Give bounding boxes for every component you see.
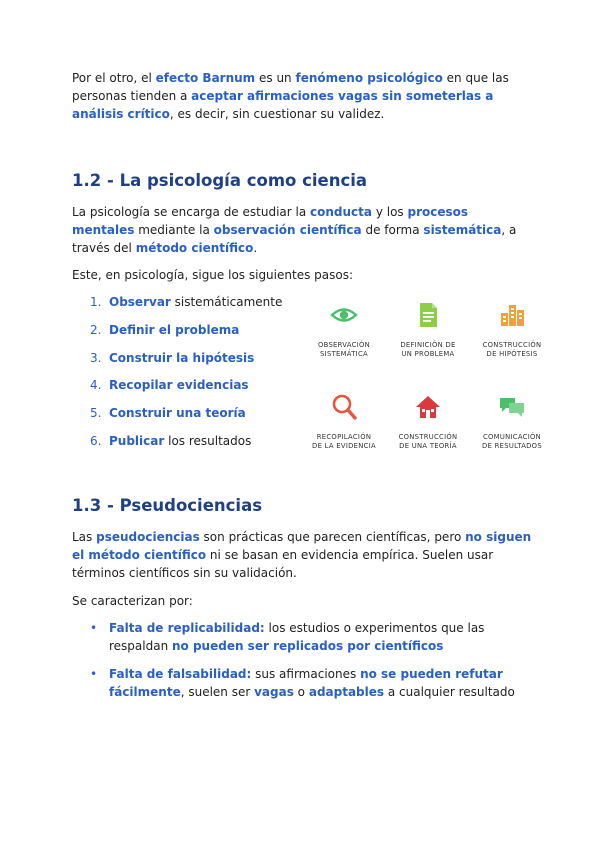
text: , es decir, sin cuestionar su validez.	[169, 107, 385, 121]
highlight: no pueden ser replicados por científicos	[172, 639, 444, 653]
item-number: 2.	[90, 322, 102, 337]
bullet-icon: •	[90, 621, 98, 635]
magnifier-icon	[329, 392, 359, 422]
list-item	[90, 619, 520, 655]
highlight: Construir una teoría	[109, 406, 246, 421]
highlight: sistemática	[423, 223, 502, 237]
lead-text: Este, en psicología, sigue los siguientes pasos:	[72, 268, 353, 282]
text: Por el otro, el	[72, 71, 156, 85]
graphic-step-definition	[386, 300, 470, 359]
graphic-step-hypothesis	[470, 300, 554, 359]
text: La psicología se encarga de estudiar la	[72, 205, 311, 219]
highlight: Recopilar evidencias	[109, 378, 249, 393]
text: los resultados	[164, 433, 252, 448]
text: y los	[372, 205, 408, 219]
text: los estudios o experimentos que las respaldan	[109, 621, 485, 653]
caption-line: DE RESULTADOS	[482, 442, 542, 450]
text: sistemáticamente	[170, 295, 283, 309]
highlight: fenómeno psicológico	[295, 71, 443, 85]
caption-line: DE LA EVIDENCIA	[312, 442, 376, 450]
caption-line: DEFINICIÓN DE	[400, 341, 456, 349]
characteristics-list	[90, 619, 520, 711]
chat-icon	[497, 392, 527, 422]
highlight: Construir la hipótesis	[109, 350, 255, 365]
steps-lead	[72, 266, 532, 284]
highlight: Definir el problema	[109, 322, 240, 337]
list-item	[90, 665, 520, 701]
intro-paragraph	[72, 69, 532, 123]
item-number: 6.	[90, 433, 102, 448]
list-item	[90, 321, 282, 349]
highlight: Observar	[109, 295, 171, 309]
section-1-3-paragraph	[72, 528, 532, 582]
section-heading-1-3: 1.3 - Pseudociencias	[72, 496, 263, 515]
list-item	[90, 293, 282, 321]
buildings-icon	[497, 300, 527, 330]
eye-icon	[329, 300, 359, 330]
item-number: 4.	[90, 378, 102, 393]
text: , suelen ser	[180, 685, 255, 699]
list-item	[90, 432, 282, 460]
item-number: 3.	[90, 350, 102, 365]
item-number: 1.	[90, 295, 102, 309]
list-item	[90, 349, 282, 377]
highlight: no se pueden refutar fácilmente	[109, 667, 503, 699]
text: ni se basan en evidencia empírica. Suelen usar términos científicos sin su validación.	[72, 548, 494, 580]
highlight: vagas	[254, 685, 294, 699]
highlight: aceptar afirmaciones vagas sin someterlas a análisis crítico	[72, 89, 494, 121]
highlight: conducta	[310, 205, 372, 219]
text: o	[293, 685, 309, 699]
highlight: efecto Barnum	[155, 71, 256, 85]
text: .	[253, 241, 258, 255]
section-1-2-paragraph	[72, 203, 532, 257]
highlight: pseudociencias	[96, 530, 200, 544]
list-item	[90, 404, 282, 432]
text: en que las personas tienden a	[72, 71, 509, 103]
highlight: método científico	[135, 241, 254, 255]
item-number: 5.	[90, 406, 102, 421]
scientific-method-graphic	[302, 300, 554, 460]
text: a cualquier resultado	[384, 685, 515, 699]
bullet-icon: •	[90, 667, 98, 681]
section-heading-1-2: 1.2 - La psicología como ciencia	[72, 171, 368, 190]
caption-line: CONSTRUCCIÓN	[482, 341, 542, 349]
caption-line: SISTEMÁTICA	[320, 350, 368, 358]
caption-line: DE HIPÓTESIS	[486, 350, 538, 358]
text: , a través del	[72, 223, 517, 255]
graphic-step-evidence	[302, 392, 386, 451]
highlight: Publicar	[109, 433, 165, 448]
highlight: procesos mentales	[72, 205, 469, 237]
graphic-step-theory	[386, 392, 470, 451]
caption-line: COMUNICACIÓN	[482, 433, 542, 441]
caption-line: DE UNA TEORÍA	[399, 442, 457, 450]
text: es un	[255, 71, 296, 85]
caption-line: UN PROBLEMA	[401, 350, 455, 358]
graphic-step-communication	[470, 392, 554, 451]
highlight: no siguen el método científico	[72, 530, 532, 562]
caption-line: OBSERVACIÓN	[317, 341, 371, 349]
document-icon	[413, 300, 443, 330]
text: Las	[72, 530, 97, 544]
highlight: Falta de replicabilidad:	[109, 621, 265, 635]
caption-line: RECOPILACIÓN	[316, 433, 372, 441]
text: de forma	[361, 223, 424, 237]
graphic-step-observation	[302, 300, 386, 359]
caption-line: CONSTRUCCIÓN	[398, 433, 458, 441]
list-item	[90, 376, 282, 404]
text: son prácticas que parecen científicas, pero	[199, 530, 466, 544]
highlight: adaptables	[308, 685, 385, 699]
lead-text: Se caracterizan por:	[72, 594, 193, 608]
text: sus afirmaciones	[251, 667, 361, 681]
text: mediante la	[134, 223, 214, 237]
house-icon	[413, 392, 443, 422]
highlight: observación científica	[213, 223, 362, 237]
steps-list	[90, 293, 282, 460]
characteristics-lead	[72, 592, 532, 610]
highlight: Falta de falsabilidad:	[109, 667, 252, 681]
